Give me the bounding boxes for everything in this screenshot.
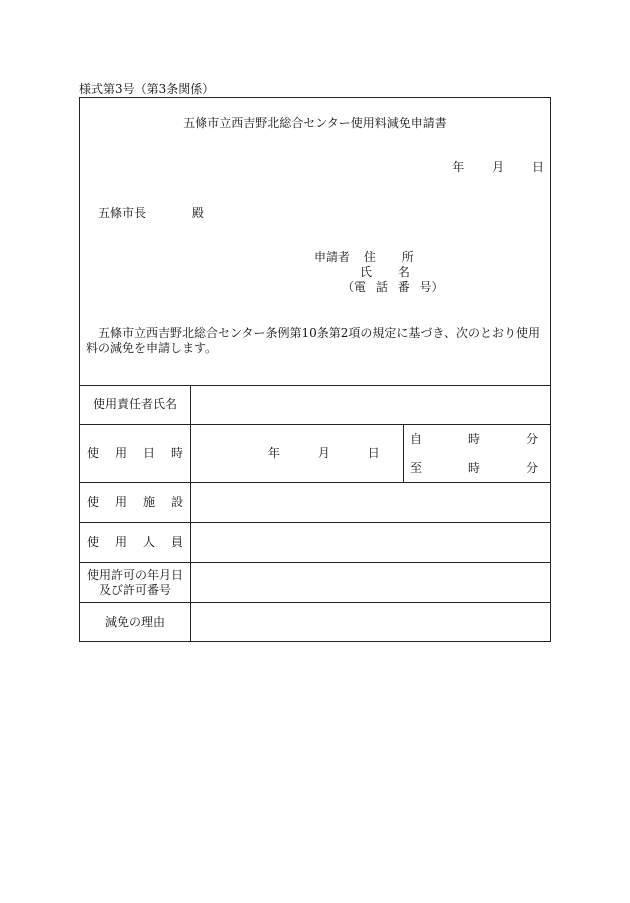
table-row-divider (80, 522, 550, 523)
applicant-address-row (314, 250, 444, 265)
permit-field[interactable] (192, 564, 550, 601)
use-date[interactable] (268, 446, 380, 460)
applicant-label: 申請者 (314, 250, 351, 264)
addressee (98, 206, 204, 220)
form-title: 五條市立西吉野北総合センター使用料減免申請書 (183, 116, 447, 130)
form-number-label: 様式第3号（第3条関係） (79, 82, 215, 96)
date-month-label: 月 (492, 160, 505, 174)
application-form (79, 97, 551, 642)
use-time-to[interactable]: 至 時 分 (410, 461, 538, 475)
addressee-name: 五條市長 (98, 206, 147, 220)
use-date-month: 月 (317, 446, 330, 460)
responsible-person-label: 使用責任者氏名 (92, 397, 177, 411)
reason-label: 減免の理由 (104, 615, 165, 629)
applicant-block (314, 250, 444, 295)
permit-label-line1: 使用許可の年月日 (86, 568, 183, 582)
facility-field[interactable] (192, 484, 550, 521)
application-statement: 五條市立西吉野北総合センター条例第10条第2項の規定に基づき、次のとおり使用料の減免を申請します。 (86, 326, 540, 355)
table-row-divider (80, 482, 550, 483)
permit-label (80, 568, 190, 598)
table-row-divider (80, 602, 550, 603)
reason-field[interactable] (192, 604, 550, 641)
use-date-day: 日 (367, 446, 380, 460)
use-date-year: 年 (268, 446, 281, 460)
name-char-2: 名 (397, 265, 410, 279)
applicant-phone-row (314, 280, 444, 295)
application-date (452, 160, 544, 174)
permit-label-line2: 及び許可番号 (98, 583, 171, 597)
people-label: 使 用 人 員 (87, 535, 183, 549)
addressee-honorific: 殿 (191, 206, 204, 220)
table-row-divider (80, 562, 550, 563)
use-datetime-label: 使 用 日 時 (87, 446, 183, 460)
table-time-divider (403, 424, 404, 482)
name-char-1: 氏 (360, 265, 373, 279)
date-day-label: 日 (531, 160, 544, 174)
address-char-1: 住 (363, 250, 376, 264)
address-char-2: 所 (401, 250, 414, 264)
phone-char-1: （電 (342, 280, 367, 294)
phone-char-3: 番 (397, 280, 410, 294)
phone-char-4: 号） (419, 280, 444, 294)
date-year-label: 年 (452, 160, 465, 174)
phone-char-2: 話 (375, 280, 388, 294)
facility-label: 使 用 施 設 (87, 495, 183, 509)
people-field[interactable] (192, 524, 550, 561)
table-column-divider (190, 385, 191, 641)
responsible-person-field[interactable] (192, 386, 550, 423)
use-time-from[interactable]: 自 時 分 (410, 432, 538, 446)
table-row-divider (80, 424, 550, 425)
applicant-name-row (314, 265, 444, 280)
